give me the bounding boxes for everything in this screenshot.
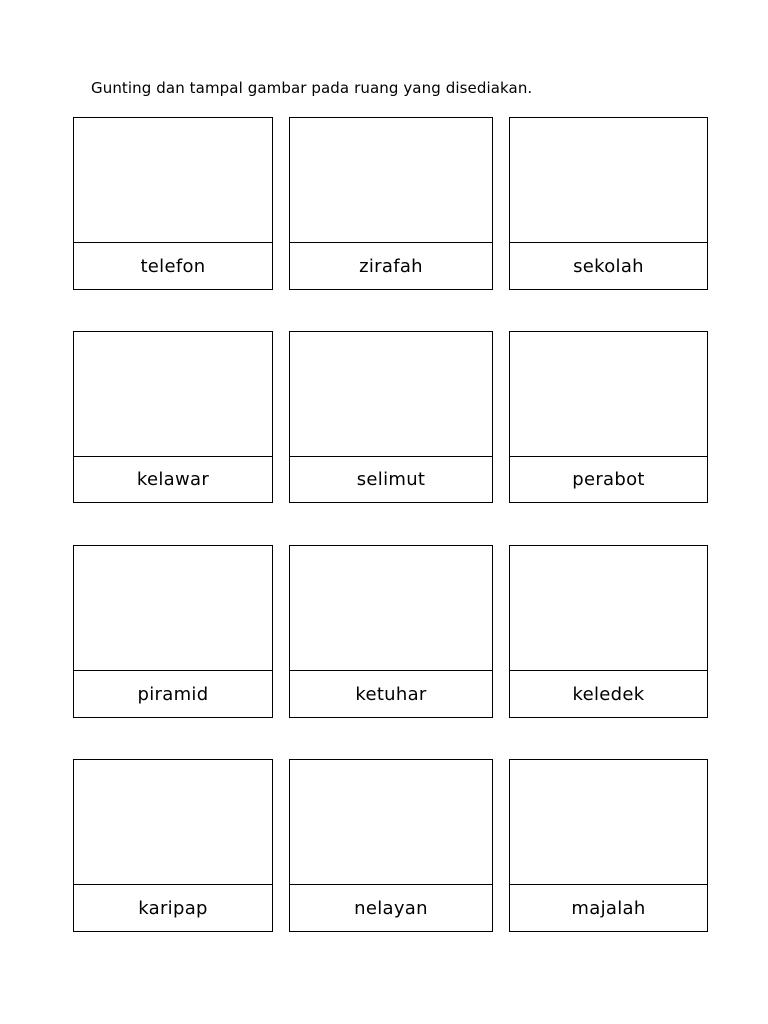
- word-card-karipap: [73, 759, 273, 932]
- word-label: kelawar: [136, 469, 210, 490]
- word-card-perabot: [509, 331, 708, 503]
- picture-space: [74, 760, 272, 885]
- word-label: majalah: [571, 897, 646, 919]
- picture-space: [74, 332, 272, 457]
- word-card-nelayan: [289, 759, 493, 932]
- picture-space: [510, 118, 707, 243]
- picture-space: [74, 546, 272, 671]
- word-card-keledek: [509, 545, 708, 718]
- word-card-sekolah: [509, 117, 708, 290]
- word-label: piramid: [137, 683, 209, 705]
- picture-space: [290, 332, 492, 457]
- word-label: perabot: [572, 469, 645, 490]
- picture-space: [510, 546, 707, 671]
- word-card-telefon: [73, 117, 273, 290]
- word-label: telefon: [140, 255, 206, 277]
- word-label: karipap: [138, 897, 208, 919]
- picture-space: [510, 760, 707, 885]
- word-card-selimut: [289, 331, 493, 503]
- word-label: sekolah: [573, 255, 644, 277]
- word-card-zirafah: [289, 117, 493, 290]
- word-label: nelayan: [354, 897, 428, 919]
- instruction-text: Gunting dan tampal gambar pada ruang yang disediakan.: [91, 79, 533, 97]
- picture-space: [290, 760, 492, 885]
- picture-space: [74, 118, 272, 243]
- word-card-ketuhar: [289, 545, 493, 718]
- word-card-piramid: [73, 545, 273, 718]
- picture-space: [290, 546, 492, 671]
- picture-space: [510, 332, 707, 457]
- word-label: selimut: [356, 469, 426, 490]
- picture-space: [290, 118, 492, 243]
- word-card-kelawar: [73, 331, 273, 503]
- word-label: keledek: [572, 683, 645, 705]
- word-label: zirafah: [359, 255, 423, 277]
- word-label: ketuhar: [355, 683, 427, 705]
- word-card-majalah: [509, 759, 708, 932]
